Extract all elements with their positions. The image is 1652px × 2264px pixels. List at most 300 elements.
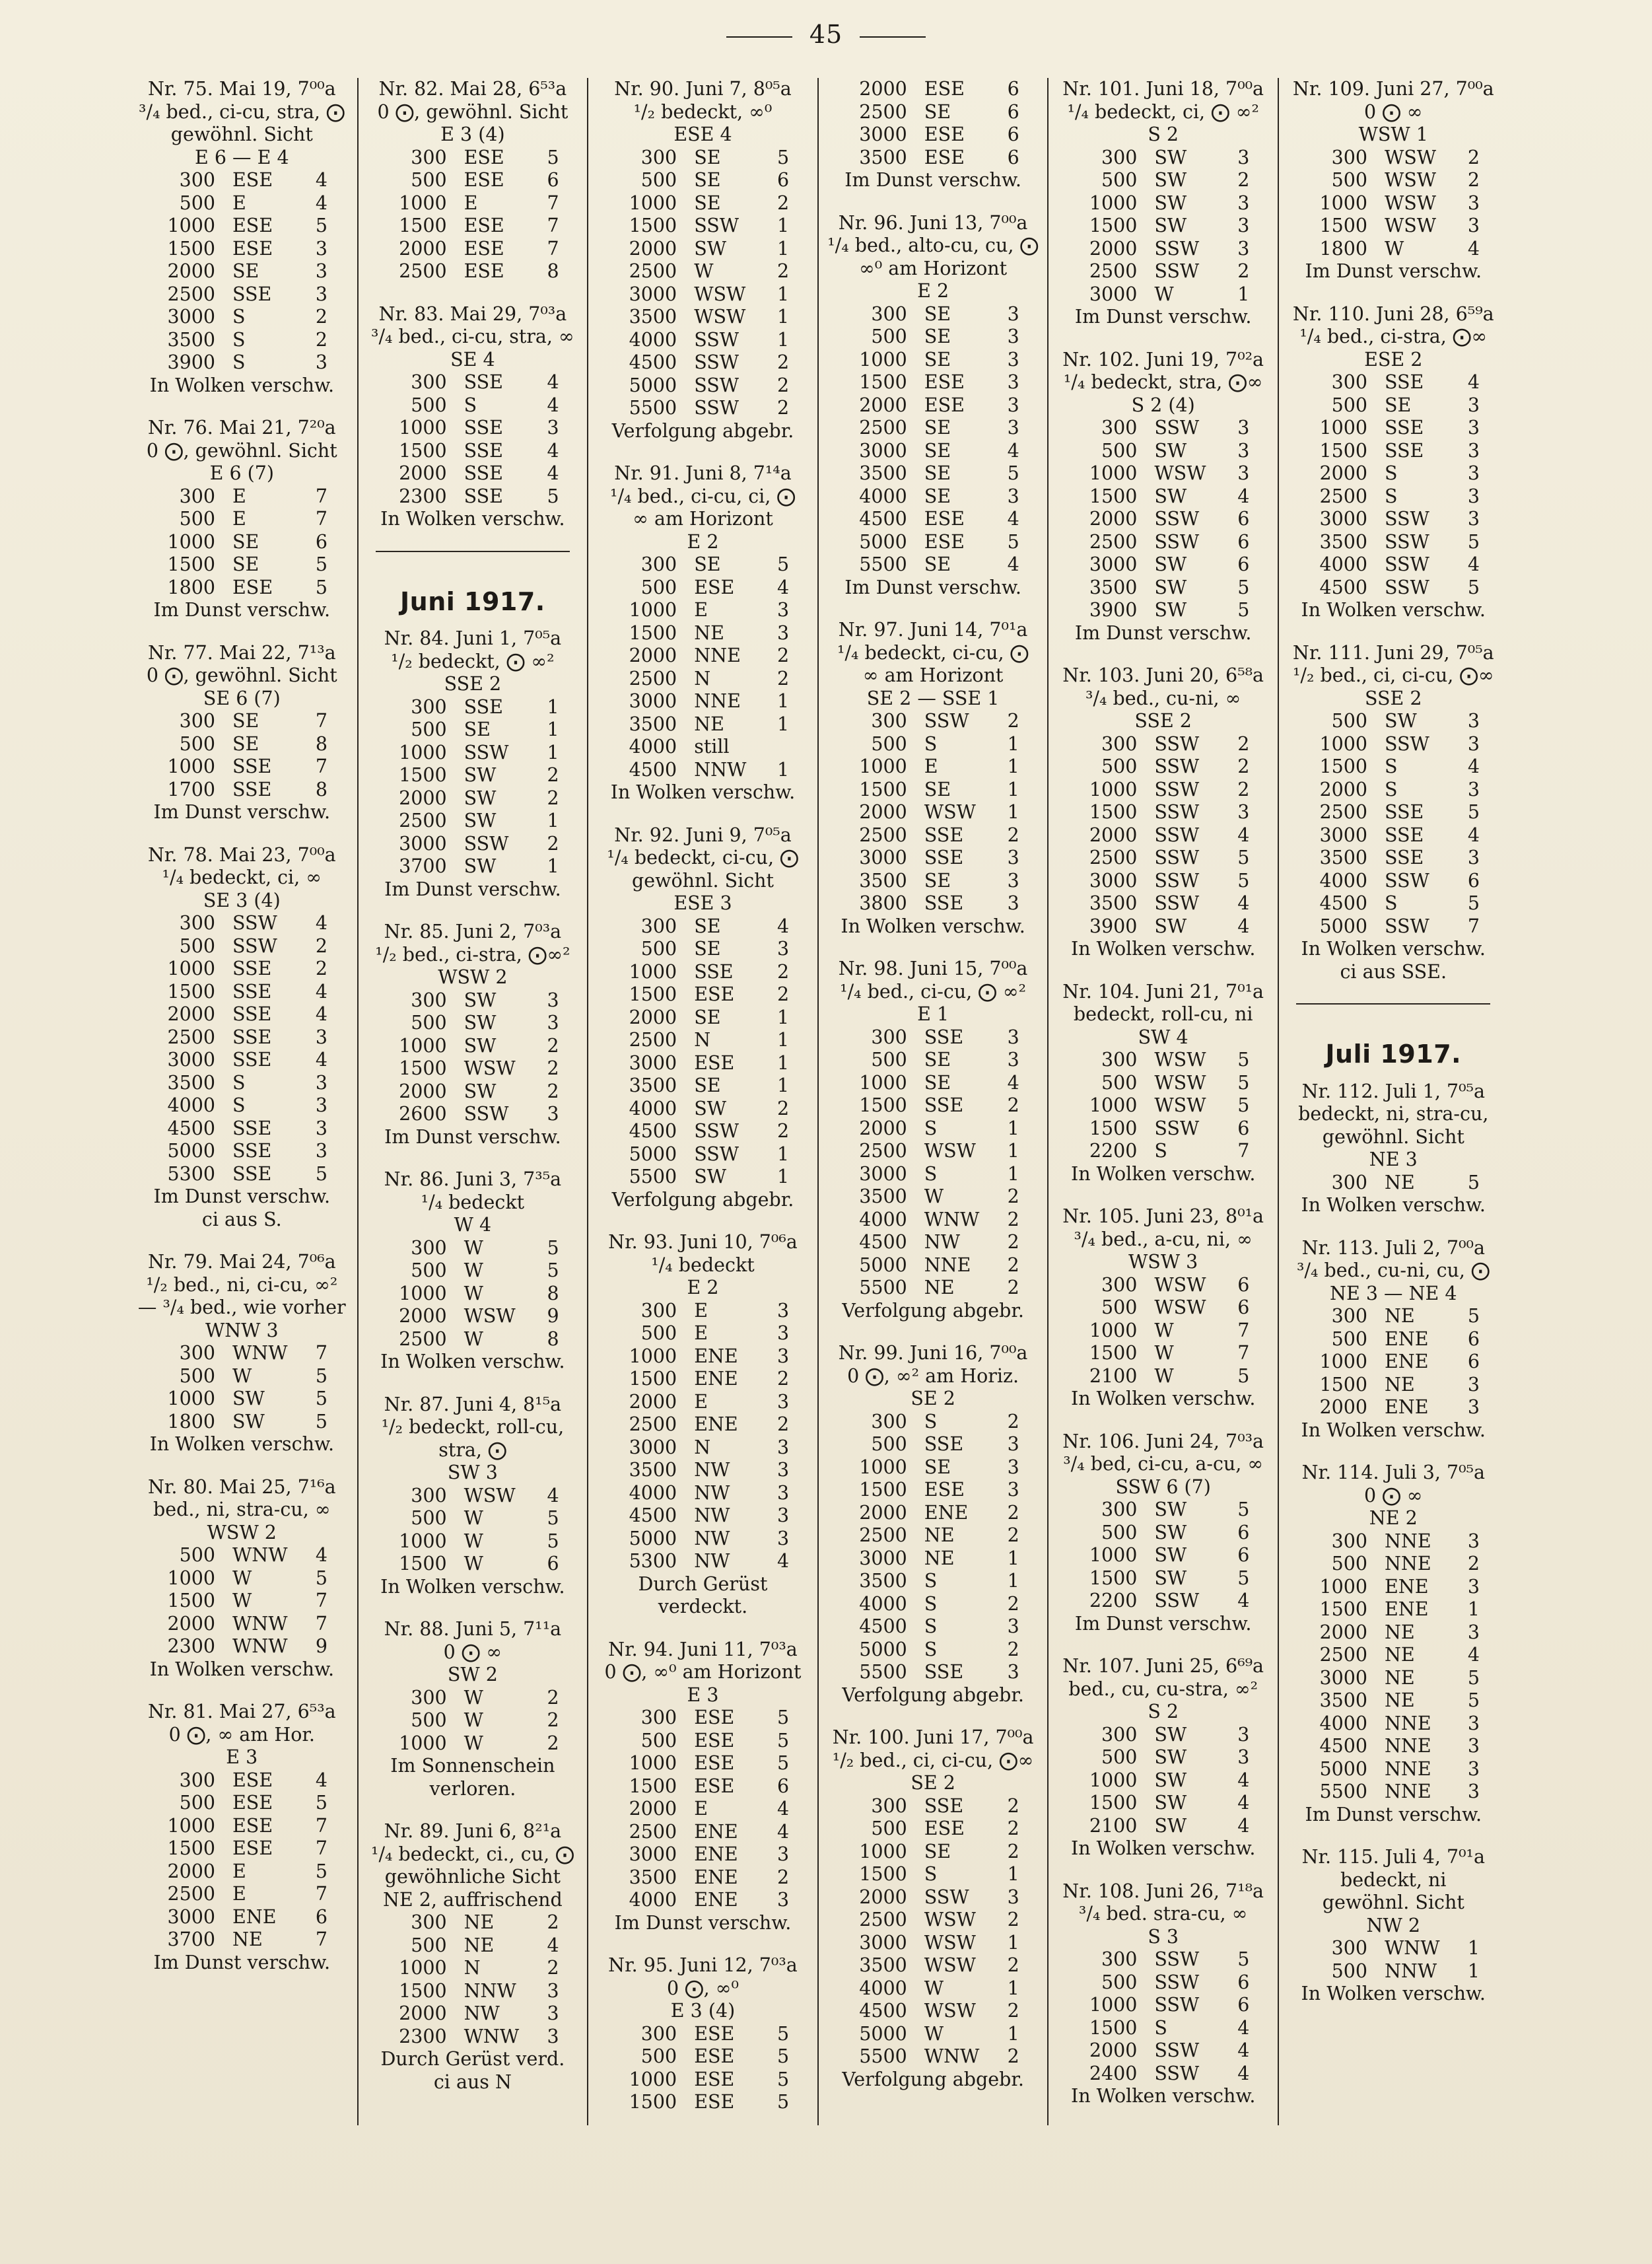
altitude-cell: 4500 [629,758,677,781]
altitude-cell: 1000 [167,530,215,553]
entry-condition: SE 2 [911,1772,955,1794]
altitude-cell: 2500 [859,1909,907,1930]
altitude-cell: 500 [1331,394,1367,416]
direction-cell: SE [694,192,721,214]
strength-cell: 3 [1237,146,1250,168]
strength-cell: 3 [1007,1456,1019,1478]
direction-cell: SE [694,553,721,575]
strength-cell: 2 [547,1911,559,1933]
direction-cell: SSW [464,832,509,855]
direction-cell: NE [1384,1373,1415,1396]
strength-cell: 2 [1007,1501,1019,1524]
table-row [131,1906,353,1929]
observation-entry [823,1342,1044,1707]
strength-cell: 2 [1007,2000,1019,2022]
entry-heading: Nr. 82. Mai 28, 6⁵³a [378,78,567,100]
entry-heading: Nr. 81. Mai 27, 6⁵³a [147,1701,336,1722]
altitude-cell: 1500 [859,778,907,800]
table-row [592,1098,813,1121]
strength-cell: 7 [547,192,559,214]
altitude-cell: 300 [640,1299,677,1322]
strength-cell: 5 [315,1860,327,1882]
altitude-cell: 1500 [859,371,907,393]
direction-cell: SE [694,146,721,168]
altitude-cell: 3500 [1089,892,1138,914]
altitude-cell: 1000 [167,1388,215,1409]
direction-cell: ESE [694,1707,735,1728]
direction-cell: SE [924,1840,951,1862]
observation-entry [1283,1237,1504,1442]
altitude-cell: 4500 [629,1120,677,1142]
altitude-cell: 2000 [399,1080,447,1102]
strength-cell: 6 [1007,78,1019,100]
strength-cell: 4 [777,915,790,937]
strength-cell: 3 [1007,1886,1019,1908]
table-row [592,1550,813,1573]
strength-cell: 6 [1237,508,1250,530]
strength-cell: 1 [1467,1937,1480,1959]
direction-cell: SE [232,553,259,575]
direction-cell: NE [924,1547,955,1569]
strength-cell: 5 [1467,1689,1480,1711]
strength-cell: 2 [1007,1909,1019,1930]
altitude-cell: 500 [179,935,215,957]
observation-entry [1052,1205,1274,1411]
observation-entry [592,1231,813,1619]
direction-cell: SSW [694,397,740,419]
direction-cell: SSW [1384,915,1429,937]
entry-note: In Wolken verschw. [380,1575,565,1598]
direction-cell: SSE [1384,371,1424,393]
strength-cell: 3 [1007,869,1019,892]
entry-heading: Nr. 95. Juni 12, 7⁰³a [608,1954,798,1976]
entry-condition: E 3 (4) [440,124,505,145]
altitude-cell: 1000 [629,960,677,983]
strength-cell: 5 [777,146,790,168]
entry-note: Im Dunst verschw. [1074,621,1252,644]
strength-cell: 5 [1007,530,1019,553]
entry-condition: — ³/₄ bed., wie vorher [137,1296,346,1318]
direction-cell: SSE [232,1026,272,1048]
table-row [592,169,813,192]
table-row [592,1752,813,1775]
direction-cell: SSE [924,847,964,868]
strength-cell: 5 [315,1364,327,1387]
table-row [1283,417,1504,440]
table-row [1283,1621,1504,1645]
table-row [362,440,584,463]
direction-cell: WSW [924,1931,976,1954]
strength-cell: 4 [777,1820,790,1843]
altitude-cell: 2300 [399,2025,447,2047]
table-row [131,958,353,981]
table-row [1283,440,1504,463]
altitude-cell: 500 [1101,1296,1138,1318]
direction-cell: NE [1384,1666,1415,1689]
entry-heading: Nr. 94. Juni 11, 7⁰³a [608,1638,798,1660]
entry-condition: SE 2 — SSE 1 [866,687,1000,709]
strength-cell: 2 [1007,1954,1019,1976]
table-row [592,736,813,759]
direction-cell: NNW [1384,1960,1437,1982]
direction-cell: SSW [1154,2062,1200,2084]
table-row [362,485,584,509]
observation-entry [1052,664,1274,961]
direction-cell: ENE [1384,1327,1429,1350]
table-row [1283,1735,1504,1758]
table-row [1052,892,1274,915]
strength-cell: 1 [777,690,790,712]
observation-entry [823,78,1044,192]
strength-cell [765,736,789,759]
strength-cell: 3 [315,1071,327,1094]
observation-entry [131,1701,353,1974]
strength-cell: 2 [1007,1818,1019,1839]
table-row [131,1883,353,1906]
direction-cell: SSW [1154,801,1200,823]
strength-cell: 2 [1467,169,1480,191]
altitude-cell: 1700 [167,778,215,800]
direction-cell: S [464,394,477,416]
altitude-cell: 1500 [1089,1567,1138,1589]
entry-condition: SSW 6 (7) [1115,1475,1211,1498]
entry-condition: ³/₄ bed., cu-ni, cu, ⨀ [1297,1259,1490,1281]
table-row [131,169,353,192]
strength-cell: 3 [1237,237,1250,260]
strength-cell: 1 [1007,1931,1019,1954]
direction-cell: W [694,260,714,282]
table-row [823,1639,1044,1662]
direction-cell: ESE [694,2045,735,2067]
strength-cell: 3 [1467,1373,1480,1396]
direction-cell: ESE [232,169,273,191]
direction-cell: NW [924,1231,961,1253]
table-row [1283,779,1504,802]
strength-cell: 5 [315,1162,327,1185]
altitude-cell: 1000 [1089,1544,1138,1566]
altitude-cell: 3000 [859,124,907,145]
entry-condition: 0 ⨀, gewöhnl. Sicht [146,664,337,686]
direction-cell: ESE [924,1818,965,1839]
table-row [362,719,584,742]
direction-cell: SSE [232,283,272,305]
strength-cell: 1 [1007,801,1019,823]
strength-cell: 1 [1007,2022,1019,2045]
table-row [1052,215,1274,238]
entry-condition: S 2 [1148,124,1179,145]
table-row [1052,1072,1274,1095]
strength-cell: 2 [1007,2045,1019,2067]
altitude-cell: 300 [411,1911,447,1933]
direction-cell: WSW [1384,146,1437,168]
altitude-cell: 3000 [167,1049,215,1071]
strength-cell: 4 [315,1769,327,1791]
altitude-cell: 300 [871,302,907,325]
strength-cell: 3 [1467,439,1480,462]
entry-condition: ESE 4 [673,124,732,145]
entry-condition: NE 3 [1369,1149,1418,1170]
table-row [823,870,1044,893]
table-row [823,1977,1044,2000]
strength-cell: 2 [315,935,327,957]
direction-cell: SSW [1154,869,1200,892]
strength-cell: 3 [1237,801,1250,823]
altitude-cell: 5000 [629,1527,677,1549]
table-row [1052,485,1274,509]
direction-cell: S [924,1410,938,1433]
altitude-cell: 3500 [1319,847,1367,868]
entry-heading: Nr. 105. Juni 23, 8⁰¹a [1062,1205,1264,1227]
strength-cell: 4 [1467,237,1480,260]
altitude-cell: 2500 [399,1327,447,1350]
entry-condition: E 3 (4) [670,2000,736,2022]
direction-cell: SE [924,1456,951,1478]
direction-cell: NNE [1384,1530,1431,1552]
strength-cell: 8 [315,778,327,800]
entry-note: verdeckt. [658,1596,748,1617]
table-row [131,238,353,261]
strength-cell: 1 [547,695,559,718]
altitude-cell: 300 [640,2022,677,2045]
altitude-cell: 3000 [629,283,677,305]
strength-cell: 2 [777,397,790,419]
altitude-cell: 3500 [859,1570,907,1592]
altitude-cell: 300 [871,710,907,732]
entry-heading: Nr. 79. Mai 24, 7⁰⁶a [147,1251,336,1273]
direction-cell: NNE [1384,1781,1431,1802]
table-row [131,531,353,554]
strength-cell: 3 [315,351,327,373]
strength-cell: 1 [777,215,790,236]
direction-cell: SE [924,417,951,439]
table-row [1283,1351,1504,1374]
strength-cell: 4 [777,1798,790,1820]
table-row [1283,1667,1504,1690]
altitude-cell: 2000 [167,1612,215,1635]
strength-cell: 7 [315,508,327,530]
altitude-cell: 5000 [629,1143,677,1165]
altitude-cell: 4000 [1319,1712,1367,1734]
entry-condition: ¹/₄ bedeckt, ci., cu, ⨀ [371,1843,574,1865]
entry-condition: WSW 2 [207,1521,277,1543]
table-row [592,329,813,352]
entry-heading: Nr. 109. Juni 27, 7⁰⁰a [1292,78,1494,100]
strength-cell: 2 [1007,1254,1019,1276]
entry-condition: SW 3 [447,1462,498,1483]
altitude-cell: 1000 [399,417,447,439]
strength-cell: 6 [315,530,327,553]
strength-cell: 2 [315,306,327,328]
altitude-cell: 4000 [859,1977,907,1999]
strength-cell: 3 [1467,847,1480,868]
direction-cell: ESE [232,1769,273,1791]
table-row [823,756,1044,779]
table-row [592,1821,813,1844]
altitude-cell: 1500 [167,553,215,575]
table-row [823,1570,1044,1593]
observation-entry [1052,1880,1274,2108]
table-row [1052,283,1274,306]
altitude-cell: 300 [640,1707,677,1728]
strength-cell: 2 [777,192,790,214]
direction-cell: S [232,328,246,351]
altitude-cell: 500 [871,1433,907,1455]
altitude-cell: 3500 [859,146,907,168]
table-row [823,2023,1044,2046]
table-row [1052,1544,1274,1567]
table-row [592,2091,813,2114]
altitude-cell: 1000 [1319,1351,1367,1372]
table-row [823,1795,1044,1818]
table-row [1283,1374,1504,1397]
direction-cell: SW [464,764,497,786]
observation-entry [592,824,813,1212]
altitude-cell: 2000 [399,787,447,809]
altitude-cell: 3000 [167,1905,215,1928]
strength-cell: 3 [1467,1781,1480,1802]
altitude-cell: 1500 [399,1057,447,1079]
table-row [1283,371,1504,394]
direction-cell: SW [232,1388,265,1409]
altitude-cell: 4000 [1319,553,1367,575]
altitude-cell: 500 [179,1364,215,1387]
altitude-cell: 300 [1331,1937,1367,1959]
altitude-cell: 2000 [629,1798,677,1820]
entry-condition: ¹/₄ bedeckt, ci-cu, ⨀ [837,641,1029,664]
table-row [1283,892,1504,915]
table-row [823,1615,1044,1639]
entry-condition: 0 ⨀ ∞ [1364,100,1423,123]
table-row [1052,1994,1274,2017]
altitude-cell: 2000 [1089,508,1138,530]
altitude-cell: 1500 [1089,2016,1138,2039]
altitude-cell: 2500 [859,417,907,439]
entry-condition: E 6 (7) [209,462,275,484]
strength-cell: 2 [547,1686,559,1709]
observation-entry [592,1639,813,1935]
table-row [1052,417,1274,440]
strength-cell: 4 [315,192,327,214]
entry-condition: SE 4 [450,348,495,371]
entry-condition: stra, ⨀ [438,1438,507,1461]
entry-condition: ¹/₄ bedeckt, stra, ⨀∞ [1063,371,1263,393]
direction-cell: SW [694,1097,727,1119]
altitude-cell: 3000 [1089,553,1138,575]
direction-cell: SW [1154,439,1187,462]
direction-cell: NW [694,1504,730,1526]
entry-condition: WSW 3 [1128,1251,1198,1273]
table-row [1052,1094,1274,1117]
strength-cell: 3 [1007,1433,1019,1455]
entry-condition: SSE 2 [1134,710,1192,732]
altitude-cell: 5300 [629,1550,677,1572]
table-row [1052,1769,1274,1792]
strength-cell: 2 [1007,1524,1019,1546]
table-row [131,1072,353,1095]
direction-cell: W [1154,283,1174,305]
table-row [823,485,1044,509]
altitude-cell: 300 [411,989,447,1011]
strength-cell: 6 [1467,1351,1480,1372]
strength-cell: 6 [1237,1273,1250,1296]
altitude-cell: 3000 [859,439,907,462]
direction-cell: WNW [232,1342,288,1364]
table-row [592,1322,813,1345]
altitude-cell: 1500 [1089,1117,1138,1139]
table-row [362,238,584,261]
direction-cell: SSW [1154,778,1200,800]
observation-entry [1283,642,1504,984]
direction-cell: SW [1154,146,1187,168]
table-row [131,1026,353,1049]
altitude-cell: 300 [411,1484,447,1506]
altitude-cell: 1000 [1089,1994,1138,2016]
direction-cell: WNW [1384,1937,1440,1959]
direction-cell: WSW [464,1305,516,1327]
strength-cell: 4 [315,1544,327,1566]
strength-cell: 3 [777,1345,790,1367]
table-row [1052,915,1274,938]
direction-cell: SE [464,719,491,740]
entry-condition: 0 ⨀, ∞² am Horiz. [847,1364,1019,1387]
strength-cell: 5 [1467,1666,1480,1689]
table-row [362,1283,584,1306]
page-number-rule-left [726,36,792,38]
direction-cell: S [924,1570,938,1592]
altitude-cell: 2000 [167,1003,215,1025]
strength-cell: 4 [1007,508,1019,530]
entry-condition: E 3 [226,1746,258,1768]
strength-cell: 2 [1007,1840,1019,1862]
table-row [1052,531,1274,554]
table-columns [127,78,1508,2125]
altitude-cell: 2000 [1319,778,1367,800]
altitude-cell: 1000 [1319,1575,1367,1598]
table-row [592,215,813,238]
entry-heading: Nr. 99. Juni 16, 7⁰⁰a [838,1342,1028,1364]
altitude-cell: 5000 [167,1140,215,1162]
table-row [1052,169,1274,192]
altitude-cell: 2600 [399,1103,447,1125]
page-number-text: 45 [809,20,843,49]
table-row [362,1485,584,1508]
table-row [1052,1792,1274,1815]
table-row [823,462,1044,485]
table-row [823,303,1044,326]
strength-cell: 1 [777,758,790,781]
entry-note: In Wolken verschw. [380,508,565,530]
table-row [823,2000,1044,2023]
observation-entry [362,627,584,901]
strength-cell: 4 [1237,2039,1250,2061]
entry-condition: E 2 [687,1277,719,1298]
entry-condition: 0 ⨀, ∞⁰ [666,1977,739,1999]
altitude-cell: 3000 [859,1162,907,1185]
table-row [592,147,813,170]
altitude-cell: 5300 [167,1162,215,1185]
direction-cell: SSW [694,351,740,373]
table-row [131,329,353,352]
entry-condition: ³/₄ bed. stra-cu, ∞ [1078,1903,1248,1925]
entry-note: Im Dunst verschw. [153,1185,331,1207]
direction-cell: WSW [694,283,746,305]
entry-note: Im Dunst verschw. [1305,1803,1482,1825]
direction-cell: SW [694,1166,727,1187]
altitude-cell: 4000 [859,1208,907,1230]
strength-cell: 2 [1007,1094,1019,1116]
strength-cell: 1 [777,283,790,305]
strength-cell: 7 [1467,915,1480,937]
